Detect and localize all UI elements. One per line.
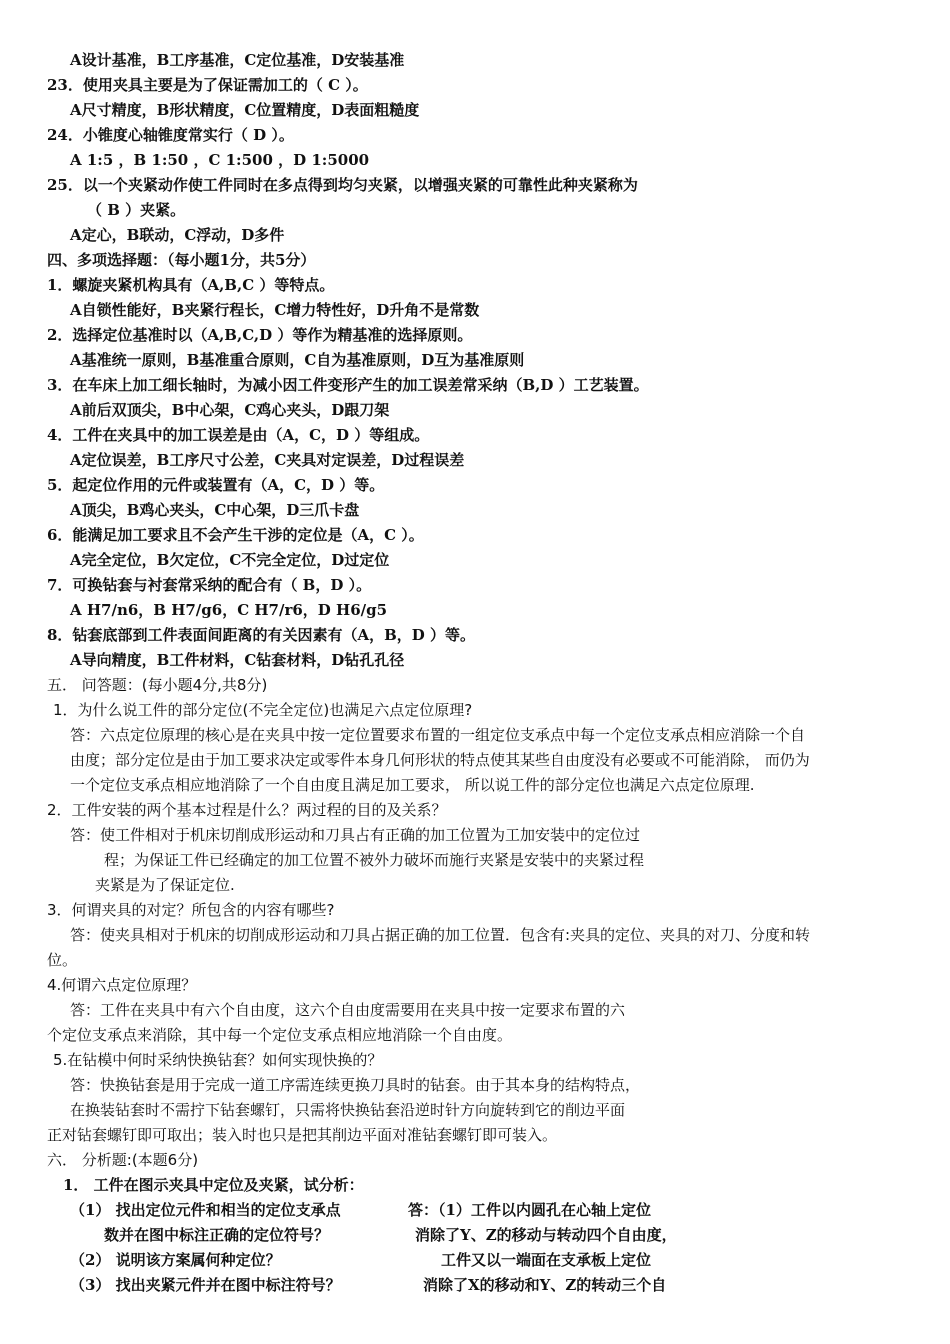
s4-q7: 7．可换钻套与衬套常采纳的配合有（ B，D ）。 (47, 576, 372, 594)
s4-q1-options: A自锁性能好，B夹紧行程长，C增力特性好，D升角不是常数 (70, 301, 480, 319)
q23-question: 23．使用夹具主要是为了保证需加工的（ C ）。 (47, 76, 368, 94)
s4-q8: 8．钻套底部到工件表面间距离的有关因素有（A，B，D ）等。 (47, 626, 475, 644)
q24-question: 24．小锥度心轴锥度常实行（ D ）。 (47, 126, 294, 144)
s5-q2-answer-line3: 夹紧是为了保证定位. (95, 876, 235, 894)
s5-q1-answer-line2: 由度；部分定位是由于加工要求决定或零件本身几何形状的特点使其某些自由度没有必要或不可能消除， 而仍为 (70, 751, 810, 769)
s4-q6: 6．能满足加工要求且不会产生干涉的定位是（A，C ）。 (47, 526, 424, 544)
s5-q4-answer-line2: 个定位支承点来消除，其中每一个定位支承点相应地消除一个自由度。 (47, 1026, 513, 1044)
s6-q1: 1． 工件在图示夹具中定位及夹紧，试分析： (63, 1176, 364, 1194)
s4-q4: 4．工件在夹具中的加工误差是由（A，C，D ）等组成。 (47, 426, 430, 444)
s4-q6-options: A完全定位，B欠定位，C不完全定位，D过定位 (70, 551, 390, 569)
s5-q1: 1．为什么说工件的部分定位(不完全定位)也满足六点定位原理? (53, 701, 473, 719)
s6-answer-line4: 消除了X的移动和Y、Z的转动三个自 (423, 1276, 667, 1294)
s4-q2-options: A基准统一原则，B基准重合原则，C自为基准原则，D互为基准原则 (70, 351, 525, 369)
q25-question-line1: 25．以一个夹紧动作使工件同时在多点得到均匀夹紧，以增强夹紧的可靠性此种夹紧称为 (47, 176, 638, 194)
s4-q5-options: A顶尖，B鸡心夹头，C中心架，D三爪卡盘 (70, 501, 360, 519)
s6-sub1-line1: （1） 找出定位元件和相当的定位支承点 (70, 1201, 341, 1219)
s5-q4: 4.何谓六点定位原理？ (47, 976, 197, 994)
q22-options: A设计基准，B工序基准，C定位基准，D安装基准 (70, 51, 405, 69)
s5-q3-answer-line2: 位。 (47, 951, 78, 969)
q25-question-line2: （ B ）夹紧。 (87, 201, 186, 219)
s4-q2: 2．选择定位基准时以（A,B,C,D ）等作为精基准的选择原则。 (47, 326, 473, 344)
q23-options: A尺寸精度，B形状精度，C位置精度，D表面粗糙度 (70, 101, 420, 119)
s5-q5-answer-line1: 答：快换钻套是用于完成一道工序需连续更换刀具时的钻套。由于其本身的结构特点， (70, 1076, 641, 1094)
s5-q5: 5.在钻模中何时采纳快换钻套？如何实现快换的？ (53, 1051, 383, 1069)
s6-sub2: （2） 说明该方案属何种定位？ (70, 1251, 281, 1269)
s5-q1-answer-line3: 一个定位支承点相应地消除了一个自由度且满足加工要求， 所以说工件的部分定位也满足六点定位原理. (70, 776, 755, 794)
s5-q5-answer-line3: 正对钻套螺钉即可取出；装入时也只是把其削边平面对准钻套螺钉即可装入。 (47, 1126, 558, 1144)
s5-q1-answer-line1: 答：六点定位原理的核心是在夹具中按一定位置要求布置的一组定位支承点中每一个定位支承点相应消除一个自 (70, 726, 806, 744)
s6-answer-line3: 工件又以一端面在支承板上定位 (441, 1251, 652, 1269)
s4-q3-options: A前后双顶尖，B中心架，C鸡心夹头，D跟刀架 (70, 401, 390, 419)
s5-q2-answer-line2: 程；为保证工件已经确定的加工位置不被外力破坏而施行夹紧是安装中的夹紧过程 (104, 851, 645, 869)
s6-sub1-line2: 数并在图中标注正确的定位符号？ (104, 1226, 330, 1244)
s4-q7-options: A H7/n6，B H7/g6，C H7/r6，D H6/g5 (70, 601, 388, 619)
s4-q3: 3．在车床上加工细长轴时，为减小因工件变形产生的加工误差常采纳（B,D ）工艺装置。 (47, 376, 649, 394)
s5-q5-answer-line2: 在换装钻套时不需拧下钻套螺钉，只需将快换钻套沿逆时针方向旋转到它的削边平面 (70, 1101, 626, 1119)
s4-q1: 1．螺旋夹紧机构具有（A,B,C ）等特点。 (47, 276, 335, 294)
s4-q5: 5．起定位作用的元件或装置有（A，C，D ）等。 (47, 476, 385, 494)
s5-q2-answer-line1: 答：使工件相对于机床切削成形运动和刀具占有正确的加工位置为工加安装中的定位过 (70, 826, 641, 844)
s5-q4-answer-line1: 答：工件在夹具中有六个自由度，这六个自由度需要用在夹具中按一定要求布置的六 (70, 1001, 626, 1019)
section4-title: 四、多项选择题：（每小题1分，共5分） (47, 251, 316, 269)
s6-answer-line2: 消除了Y、Z的移动与转动四个自由度， (415, 1226, 677, 1244)
q25-options: A定心，B联动，C浮动，D多件 (70, 226, 285, 244)
s4-q4-options: A定位误差，B工序尺寸公差，C夹具对定误差，D过程误差 (70, 451, 465, 469)
s5-q2: 2．工件安装的两个基本过程是什么？两过程的目的及关系？ (47, 801, 447, 819)
q24-options: A 1:5 ，B 1:50 ，C 1:500 ，D 1:5000 (70, 151, 370, 169)
section6-title: 六． 分析题:(本题6分) (47, 1151, 199, 1169)
s5-q3: 3．何谓夹具的对定？所包含的内容有哪些? (47, 901, 335, 919)
s6-answer-line1: 答：（1）工件以内圆孔在心轴上定位 (408, 1201, 651, 1219)
s5-q3-answer-line1: 答：使夹具相对于机床的切削成形运动和刀具占据正确的加工位置．包含有:夹具的定位、夹具的对刀、分度和转 (70, 926, 811, 944)
section5-title: 五． 问答题：(每小题4分,共8分) (47, 676, 268, 694)
s4-q8-options: A导向精度，B工件材料，C钻套材料，D钻孔孔径 (70, 651, 405, 669)
s6-sub3: （3） 找出夹紧元件并在图中标注符号？ (70, 1276, 341, 1294)
